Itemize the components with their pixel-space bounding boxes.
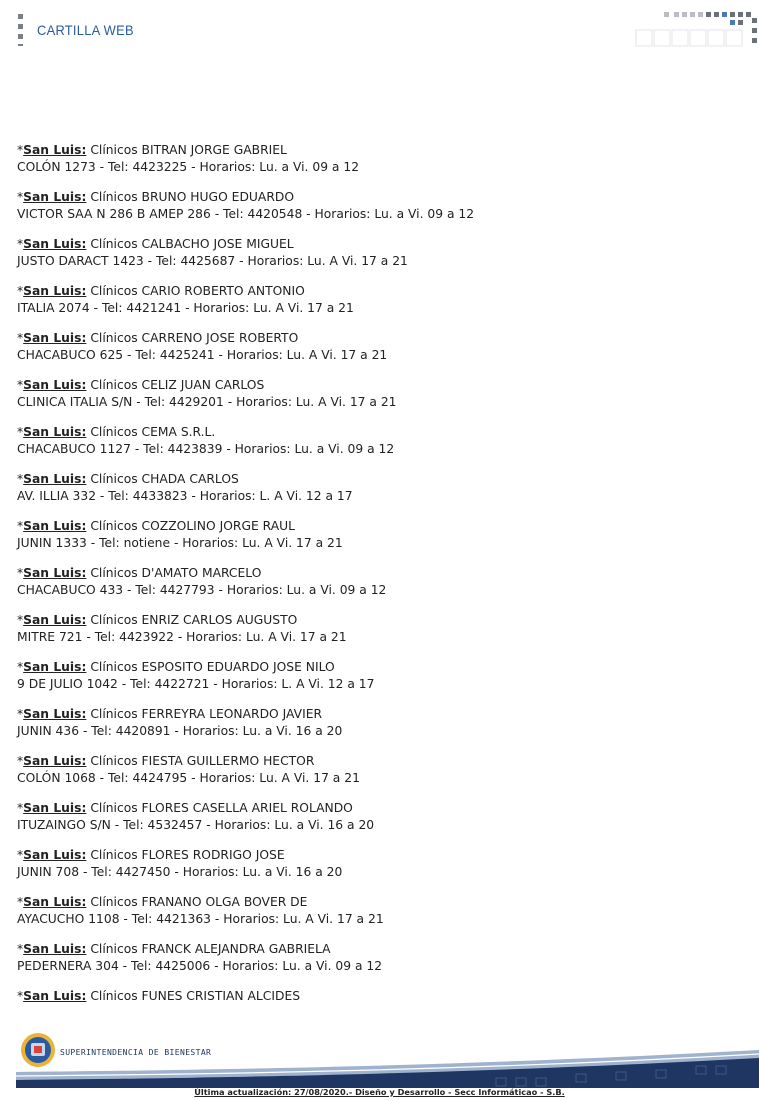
- list-item: [17, 988, 737, 1005]
- organization-name: SUPERINTENDENCIA DE BIENESTAR: [60, 1048, 212, 1057]
- entry-city: San Luis:: [23, 472, 87, 486]
- header-pattern-icon: [634, 10, 759, 50]
- entry-name: Clínicos BRUNO HUGO EDUARDO: [90, 190, 295, 204]
- entry-name: Clínicos FUNES CRISTIAN ALCIDES: [90, 989, 301, 1003]
- page-header: [0, 0, 759, 60]
- entry-line1: *San Luis: Clínicos D'AMATO MARCELO: [17, 566, 262, 580]
- list-item: [17, 941, 737, 975]
- entry-city: San Luis:: [23, 425, 87, 439]
- entry-line1: *San Luis: Clínicos FRANANO OLGA BOVER DE: [17, 895, 308, 909]
- entry-details: AYACUCHO 1108 - Tel: 4421363 - Horarios: Lu. A Vi. 17 a 21: [17, 912, 384, 926]
- list-item: [17, 753, 737, 787]
- entry-name: Clínicos ENRIZ CARLOS AUGUSTO: [90, 613, 298, 627]
- entry-line1: *San Luis: Clínicos FUNES CRISTIAN ALCIDES: [17, 989, 301, 1003]
- entry-details: JUNIN 708 - Tel: 4427450 - Horarios: Lu. a Vi. 16 a 20: [17, 865, 343, 879]
- entry-line1: *San Luis: Clínicos FRANCK ALEJANDRA GABRIELA: [17, 942, 331, 956]
- entry-line1: *San Luis: Clínicos FLORES CASELLA ARIEL ROLANDO: [17, 801, 353, 815]
- entry-city: San Luis:: [23, 566, 87, 580]
- list-item: [17, 800, 737, 834]
- entry-city: San Luis:: [23, 613, 87, 627]
- entry-line1: *San Luis: Clínicos CALBACHO JOSE MIGUEL: [17, 237, 294, 251]
- entry-name: Clínicos CHADA CARLOS: [90, 472, 239, 486]
- list-item: [17, 706, 737, 740]
- footer-wave-band: [16, 1036, 759, 1088]
- entry-details: JUSTO DARACT 1423 - Tel: 4425687 - Horarios: Lu. A Vi. 17 a 21: [17, 254, 408, 268]
- entry-city: San Luis:: [23, 895, 87, 909]
- list-item: [17, 471, 737, 505]
- list-item: [17, 189, 737, 223]
- page-title: CARTILLA WEB: [37, 22, 134, 38]
- header-bar-icon: [18, 14, 23, 46]
- list-item: [17, 377, 737, 411]
- institution-seal-icon: [20, 1032, 56, 1068]
- entry-city: San Luis:: [23, 801, 87, 815]
- entry-name: Clínicos FLORES CASELLA ARIEL ROLANDO: [90, 801, 353, 815]
- entry-name: Clínicos CARIO ROBERTO ANTONIO: [90, 284, 305, 298]
- list-item: [17, 612, 737, 646]
- entry-line1: *San Luis: Clínicos FIESTA GUILLERMO HECTOR: [17, 754, 315, 768]
- entry-city: San Luis:: [23, 707, 87, 721]
- entry-line1: *San Luis: Clínicos ENRIZ CARLOS AUGUSTO: [17, 613, 298, 627]
- entry-line1: *San Luis: Clínicos CELIZ JUAN CARLOS: [17, 378, 265, 392]
- entry-name: Clínicos COZZOLINO JORGE RAUL: [90, 519, 295, 533]
- entry-details: 9 DE JULIO 1042 - Tel: 4422721 - Horarios: L. A Vi. 12 a 17: [17, 677, 375, 691]
- entry-name: Clínicos FRANANO OLGA BOVER DE: [90, 895, 308, 909]
- entry-name: Clínicos D'AMATO MARCELO: [90, 566, 262, 580]
- entry-line1: *San Luis: Clínicos BRUNO HUGO EDUARDO: [17, 190, 295, 204]
- entry-city: San Luis:: [23, 989, 87, 1003]
- entry-details: CHACABUCO 625 - Tel: 4425241 - Horarios: Lu. A Vi. 17 a 21: [17, 348, 388, 362]
- entry-line1: *San Luis: Clínicos CARIO ROBERTO ANTONIO: [17, 284, 305, 298]
- entry-line1: *San Luis: Clínicos CHADA CARLOS: [17, 472, 239, 486]
- entry-city: San Luis:: [23, 378, 87, 392]
- entry-details: MITRE 721 - Tel: 4423922 - Horarios: Lu. A Vi. 17 a 21: [17, 630, 347, 644]
- provider-list: [17, 142, 737, 1018]
- entry-details: ITUZAINGO S/N - Tel: 4532457 - Horarios: Lu. a Vi. 16 a 20: [17, 818, 375, 832]
- entry-name: Clínicos CARRENO JOSE ROBERTO: [90, 331, 299, 345]
- entry-city: San Luis:: [23, 284, 87, 298]
- entry-line1: *San Luis: Clínicos ESPOSITO EDUARDO JOSE NILO: [17, 660, 335, 674]
- entry-line1: *San Luis: Clínicos FERREYRA LEONARDO JAVIER: [17, 707, 323, 721]
- entry-line1: *San Luis: Clínicos FLORES RODRIGO JOSE: [17, 848, 285, 862]
- entry-name: Clínicos CEMA S.R.L.: [90, 425, 216, 439]
- entry-details: CHACABUCO 433 - Tel: 4427793 - Horarios: Lu. a Vi. 09 a 12: [17, 583, 387, 597]
- entry-city: San Luis:: [23, 848, 87, 862]
- entry-city: San Luis:: [23, 519, 87, 533]
- list-item: [17, 330, 737, 364]
- entry-name: Clínicos FLORES RODRIGO JOSE: [90, 848, 285, 862]
- entry-line1: *San Luis: Clínicos CEMA S.R.L.: [17, 425, 216, 439]
- entry-name: Clínicos FERREYRA LEONARDO JAVIER: [90, 707, 323, 721]
- list-item: [17, 894, 737, 928]
- entry-details: VICTOR SAA N 286 B AMEP 286 - Tel: 4420548 - Horarios: Lu. a Vi. 09 a 12: [17, 207, 475, 221]
- list-item: [17, 142, 737, 176]
- entry-line1: *San Luis: Clínicos COZZOLINO JORGE RAUL: [17, 519, 295, 533]
- list-item: [17, 518, 737, 552]
- entry-city: San Luis:: [23, 660, 87, 674]
- entry-city: San Luis:: [23, 143, 87, 157]
- list-item: [17, 424, 737, 458]
- entry-name: Clínicos ESPOSITO EDUARDO JOSE NILO: [90, 660, 335, 674]
- entry-name: Clínicos BITRAN JORGE GABRIEL: [90, 143, 287, 157]
- list-item: [17, 565, 737, 599]
- list-item: [17, 659, 737, 693]
- entry-details: COLÓN 1273 - Tel: 4423225 - Horarios: Lu. a Vi. 09 a 12: [17, 160, 360, 174]
- entry-name: Clínicos FRANCK ALEJANDRA GABRIELA: [90, 942, 331, 956]
- entry-details: AV. ILLIA 332 - Tel: 4433823 - Horarios: L. A Vi. 12 a 17: [17, 489, 353, 503]
- list-item: [17, 847, 737, 881]
- entry-name: Clínicos CALBACHO JOSE MIGUEL: [90, 237, 294, 251]
- entry-details: JUNIN 436 - Tel: 4420891 - Horarios: Lu. a Vi. 16 a 20: [17, 724, 343, 738]
- entry-details: ITALIA 2074 - Tel: 4421241 - Horarios: Lu. A Vi. 17 a 21: [17, 301, 354, 315]
- entry-name: Clínicos FIESTA GUILLERMO HECTOR: [90, 754, 315, 768]
- entry-city: San Luis:: [23, 331, 87, 345]
- entry-details: COLÓN 1068 - Tel: 4424795 - Horarios: Lu. A Vi. 17 a 21: [17, 771, 360, 785]
- entry-city: San Luis:: [23, 942, 87, 956]
- entry-city: San Luis:: [23, 754, 87, 768]
- list-item: [17, 236, 737, 270]
- entry-city: San Luis:: [23, 190, 87, 204]
- entry-details: JUNIN 1333 - Tel: notiene - Horarios: Lu. A Vi. 17 a 21: [17, 536, 343, 550]
- entry-line1: *San Luis: Clínicos BITRAN JORGE GABRIEL: [17, 143, 287, 157]
- entry-details: CLINICA ITALIA S/N - Tel: 4429201 - Horarios: Lu. A Vi. 17 a 21: [17, 395, 397, 409]
- entry-details: CHACABUCO 1127 - Tel: 4423839 - Horarios: Lu. a Vi. 09 a 12: [17, 442, 395, 456]
- entry-name: Clínicos CELIZ JUAN CARLOS: [90, 378, 265, 392]
- list-item: [17, 283, 737, 317]
- entry-details: PEDERNERA 304 - Tel: 4425006 - Horarios: Lu. a Vi. 09 a 12: [17, 959, 383, 973]
- last-update-text: Última actualización: 27/08/2020.- Diseño y Desarrollo - Secc Informáticao - S.B.: [194, 1087, 565, 1097]
- entry-line1: *San Luis: Clínicos CARRENO JOSE ROBERTO: [17, 331, 299, 345]
- entry-city: San Luis:: [23, 237, 87, 251]
